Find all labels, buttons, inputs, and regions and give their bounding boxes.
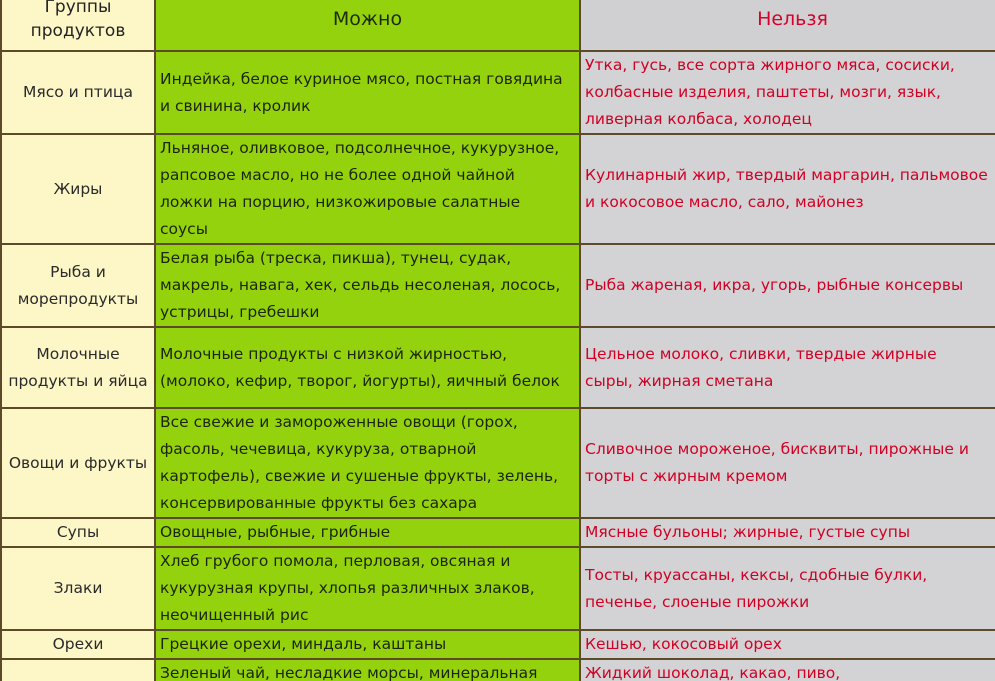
allowed-cell: Зеленый чай, несладкие морсы, минеральная [155,659,580,681]
group-cell: Рыба и морепродукты [1,244,155,327]
group-cell: Овощи и фрукты [1,408,155,518]
allowed-cell: Хлеб грубого помола, перловая, овсяная и кукурузная крупы, хлопья различных злаков, неочищенный рис [155,547,580,630]
group-cell: Орехи [1,630,155,659]
forbidden-cell: Кешью, кокосовый орех [580,630,995,659]
group-cell: Мясо и птица [1,51,155,134]
allowed-cell: Молочные продукты с низкой жирностью, (молоко, кефир, творог, йогурты), яичный белок [155,327,580,408]
group-cell: Молочные продукты и яйца [1,327,155,408]
forbidden-cell: Цельное молоко, сливки, твердые жирные сыры, жирная сметана [580,327,995,408]
forbidden-cell: Сливочное мороженое, бисквиты, пирожные и торты с жирным кремом [580,408,995,518]
allowed-cell: Индейка, белое куриное мясо, постная говядина и свинина, кролик [155,51,580,134]
forbidden-cell: Тосты, круассаны, кексы, сдобные булки, печенье, слоеные пирожки [580,547,995,630]
forbidden-cell: Утка, гусь, все сорта жирного мяса, сосиски, колбасные изделия, паштеты, мозги, язык, ливерная колбаса, холодец [580,51,995,134]
table-row [1,134,995,244]
table-row [1,518,995,547]
header-allowed: Можно [155,0,580,51]
table-row [1,630,995,659]
forbidden-cell: Мясные бульоны; жирные, густые супы [580,518,995,547]
allowed-cell: Белая рыба (треска, пикша), тунец, судак, макрель, навага, хек, сельдь несоленая, лосось, устрицы, гребешки [155,244,580,327]
header-forbidden: Нельзя [580,0,995,51]
table-row [1,659,995,681]
table-row [1,547,995,630]
forbidden-cell: Рыба жареная, икра, угорь, рыбные консервы [580,244,995,327]
forbidden-cell: Кулинарный жир, твердый маргарин, пальмовое и кокосовое масло, сало, майонез [580,134,995,244]
allowed-cell: Грецкие орехи, миндаль, каштаны [155,630,580,659]
allowed-cell: Овощные, рыбные, грибные [155,518,580,547]
table-row [1,327,995,408]
allowed-cell: Все свежие и замороженные овощи (горох, фасоль, чечевица, кукуруза, отварной картофель), свежие и сушеные фрукты, зелень, консервированные фрукты без сахара [155,408,580,518]
group-cell: Супы [1,518,155,547]
forbidden-cell: Жидкий шоколад, какао, пиво, [580,659,995,681]
table-row [1,244,995,327]
table-row [1,51,995,134]
table-row [1,408,995,518]
table-body [1,51,995,681]
header-row [1,0,995,51]
header-group: Группы продуктов [1,0,155,51]
table-header [1,0,995,51]
allowed-cell: Льняное, оливковое, подсолнечное, кукурузное, рапсовое масло, но не более одной чайной ложки на порцию, низкожировые салатные соусы [155,134,580,244]
group-cell [1,659,155,681]
group-cell: Жиры [1,134,155,244]
group-cell: Злаки [1,547,155,630]
